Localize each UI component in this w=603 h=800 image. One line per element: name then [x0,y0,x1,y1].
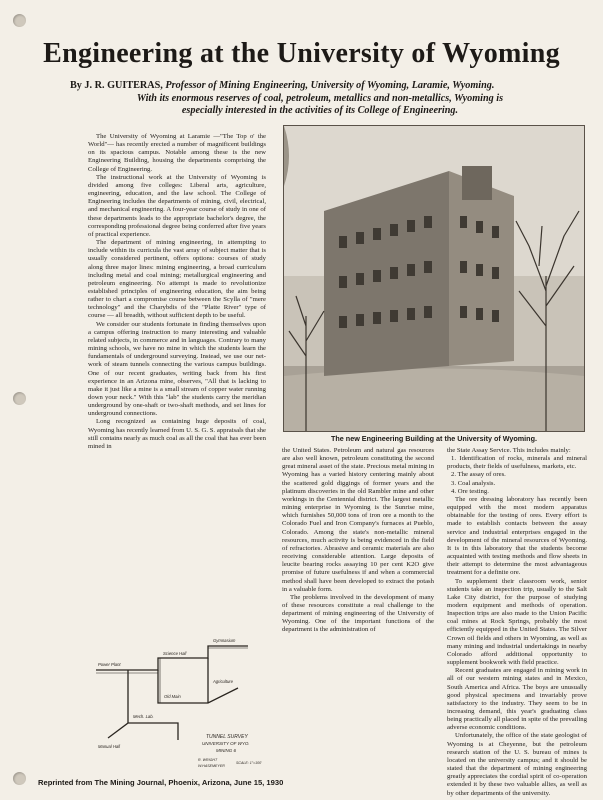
map-label: Science Hall [163,651,187,656]
binder-hole [13,392,26,405]
paragraph: The ore dressing laboratory has recently been equipped with the most modern apparatus obtainable for the testing of ores. Every effort is made to establish contacts between the assay service and industrial enterprises engaged in the development of the mineral resources of Wyoming. It is in this laboratory that the students become acquainted with testing methods and flow sheets in their attempt to determine the most advantageous treatment for a definite ore. [447,495,587,577]
photo-caption: The new Engineering Building at the University of Wyoming. [331,434,537,443]
list-item: 3. Coal analysis. [451,479,496,487]
binder-hole [13,772,26,785]
map-label: Manual Hall [98,744,121,749]
paragraph: The instructional work at the University of Wyoming is divided among five colleges: Liberal arts, agriculture, engineering, education, and the law school. The College of Engineering includes the departments of mining, civil, electrical, and mechanical engineering. A four-year course of study in one of these departments leads to the appropriate bachelor's degree, the corresponding professional degree being conferred after five years of practical experience. [88,173,266,238]
byline-author: By J. R. GUITERAS, [70,80,163,91]
paragraph: Recent graduates are engaged in mining work in all of our western mining states and in Mexico, South America and Africa. The boys are unusually good physical specimens and invariably prove satisfactory to the industry. They seem to be in increasing demand, this year's graduating class being practically all placed in spite of the prevailing adverse economic conditions. [447,667,587,732]
byline-position: Professor of Mining Engineering, University of Wyoming, Laramie, Wyoming. [165,80,495,91]
map-label: Mech. Lab. [133,714,154,719]
list-item: 2. The assay of ores. [451,471,506,479]
byline-subtitle-2: especially interested in the activities of its College of Engineering. [181,105,459,116]
paragraph: The department of mining engineering, in attempting to include within its curricula the vast array of subject matter that is usually considered pertinent, offers options: courses of study along three major lines: mining engineering, a broad curriculum including metal and coal mining; metallurgical engineering and petroleum engineering. No attempt is made to revolutionize established principles of engineering education, the aim being rather to chart a compromise course between the Scylla of "mere technology" and the Charybdis of the "Platte River" type of course — all breadth, without sufficient depth to be useful. [88,239,266,320]
tunnel-survey-map [88,628,274,776]
map-scale: SCALE: 1"=100' [236,761,262,765]
text-column-3 [447,447,587,797]
reprint-footer: Reprinted from The Mining Journal, Phoenix, Arizona, June 15, 1930 [38,778,284,787]
engineering-building-photo [283,125,585,432]
map-signature: W.HASEMEYER [198,764,225,768]
article-title: Engineering at the University of Wyoming [43,38,560,69]
map-label: Old Main [164,694,181,699]
map-title: UNIVERSITY OF WYO. [202,741,250,746]
text-column-1 [88,133,266,623]
map-label: Gymnasium [213,638,236,643]
paragraph: Unfortunately, the office of the state geologist of Wyoming is at Cheyenne, but the petroleum research station of the U. S. bureau of mines is located on the university campus; and it should be stated that the department of mining engineering greatly appreciates the cordial spirit of co-operation extended it by these two valuable allies, as well as by other departments of the university. [447,732,587,797]
binder-hole [13,14,26,27]
paragraph: The University of Wyoming at Laramie —"The Top o' the World"— has recently erected a number of magnificent buildings on its spacious campus. Notable among these is the new Engineering Building, housing the departments comprising the College of Engineering. [88,133,266,173]
map-label: Power Plant [98,662,121,667]
text-column-2 [282,447,434,792]
map-title: MINING 6 [216,748,237,753]
paragraph: Long recognized as containing huge deposits of coal, Wyoming has recently learned from U. S. G. S. appraisals that she still contains nearly as much coal as all the coal that has ever been mined in [88,418,266,450]
paragraph: We consider our students fortunate in finding themselves upon a campus offering instruction to many interesting and valuable related subjects, in commerce and in languages. Contrary to many mining schools, we have no mine in which the students learn the fundamentals of underground surveying. Instead, we use our net-work of steam tunnels connecting the various campus buildings. One of our recent graduates, writing back from his first experience in an Arizona mine, observes, "All that is lacking to make it just like a mine is a small stream of copper water running down your neck." With this "lab" the students carry the meridian underground by one-shaft or two-shaft methods, and set lines for underground connections. [88,320,266,418]
paragraph: To supplement their classroom work, senior students take an inspection trip, usually to the Salt Lake City district, for the purpose of studying modern equipment and methods of operation. Inspection trips are also made to the Union Pacific coal mines at Rock Springs, probably the most efficiently equipped in the United States. The Silver Crown oil fields and others in Wyoming, as well as many mining and industrial undertakings in nearby Colorado afford additional opportunity to supplement bookwork with field practice. [447,577,587,667]
map-label: Agriculture [213,679,234,684]
list-item: 4. Ore testing. [451,487,489,495]
paragraph: the State Assay Service. This includes mainly: [447,447,571,454]
map-title: TUNNEL SURVEY [206,734,248,740]
paragraph: the United States. Petroleum and natural gas resources are also well known, petroleum constituting the second great mineral asset of the state. Precious metal mining in Wyoming has a varied history centering mainly about the scattered gold diggings of former years and the platinum discoveries in the old Rambler mine and other workings in the Centennial district. The largest metallic mining enterprise in Wyoming is the Sunrise mine, which furnishes 50,000 tons of iron ore a month to the Colorado Fuel and Iron Company's furnaces at Pueblo, Colorado. Among the state's non-metallic mineral resources, much activity is being evidenced in the field of refractories. Abrasive and ceramic materials are also receiving considerable attention. Large deposits of leucite bearing rocks assaying 10 per cent K2O give promise of future usefulness if and when a commercial method shall have been developed to extract the potash in a valuable form. [282,447,434,593]
byline-subtitle-1: With its enormous reserves of coal, petroleum, metallics and non-metallics, Wyoming is [136,92,504,104]
paragraph: The problems involved in the development of many of these resources constitute a real challenge to the department of mining engineering of the University of Wyoming. One of the important functions of the department is the administration of [282,593,434,634]
list-item: 1. Identification of rocks, minerals and mineral products, their fields of usefulness, markets, etc. [447,455,587,471]
map-signature: R. WRIGHT [198,758,218,762]
byline [70,80,570,118]
